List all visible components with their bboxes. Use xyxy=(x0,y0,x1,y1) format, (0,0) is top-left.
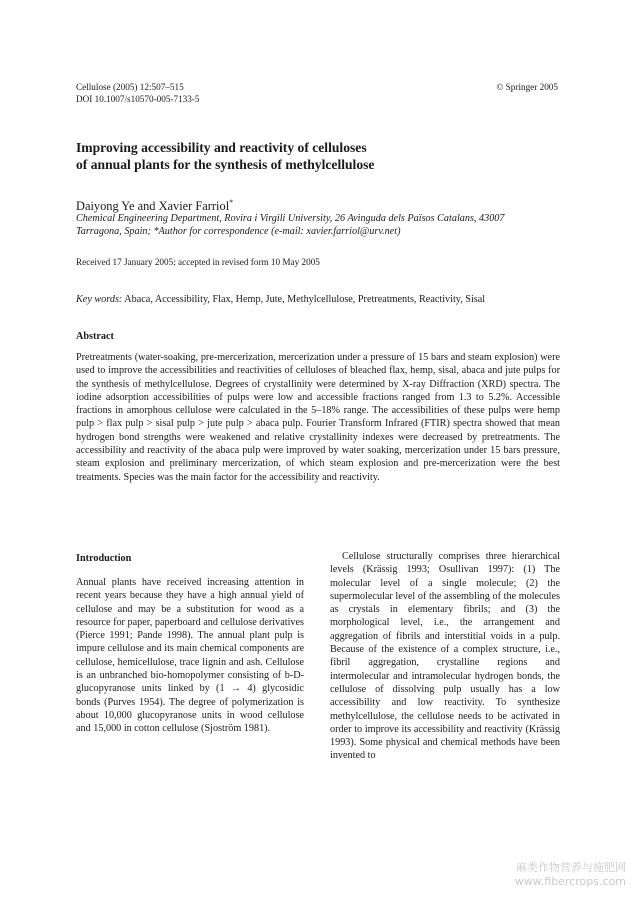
doi-line: DOI 10.1007/s10570-005-7133-5 xyxy=(76,93,200,104)
keywords-list: Abaca, Accessibility, Flax, Hemp, Jute, Methylcellulose, Pretreatments, Reactivity, Sisal xyxy=(124,294,486,305)
keywords xyxy=(76,293,566,306)
article-title xyxy=(76,139,566,173)
copyright-notice: © Springer 2005 xyxy=(496,82,558,92)
journal-citation xyxy=(76,82,200,105)
affiliation xyxy=(76,212,566,238)
introduction-heading: Introduction xyxy=(76,553,132,564)
abstract-heading: Abstract xyxy=(76,331,114,342)
watermark-line-2: www.fibercrops.com xyxy=(514,875,626,888)
affiliation-line-2: Tarragona, Spain; *Author for correspondence (e-mail: xavier.farriol@urv.net) xyxy=(76,226,401,238)
journal-line: Cellulose (2005) 12:507–515 xyxy=(76,82,184,92)
watermark-line-1: 麻类作物营养与施肥网 xyxy=(516,861,626,874)
received-dates: Received 17 January 2005; accepted in revised form 10 May 2005 xyxy=(76,257,320,267)
introduction-right-column: Cellulose structurally comprises three hierarchical levels (Krässig 1993; Osullivan 1997): (1) The molecular level of a single molecule; (2) the supermolecular level of the assembling of the molecules as crystals in elementary fibrils; and (3) the morphological level, i.e., the arrangement and aggregation of fibrils and interstitial voids in a pulp. Because of the existence of a complex structure, i.e., fibril aggregation, crystalline regions and intermolecular and intramolecular hydrogen bonds, the cellulose of dissolving pulp usually has a low accessibility and low reactivity. To synthesize methylcellulose, the cellulose needs to be activated in order to improve its accessibility and reactivity (Krässig 1993). Some physical and chemical methods have been invented to xyxy=(330,551,560,762)
corresponding-author-mark: * xyxy=(229,198,234,207)
title-line-1: Improving accessibility and reactivity of celluloses xyxy=(76,140,367,155)
author-names: Daiyong Ye and Xavier Farriol xyxy=(76,199,230,214)
abstract-text: Pretreatments (water-soaking, pre-mercerization, mercerization under a pressure of 15 bars and steam explosion) were used to improve the accessibilities and reactivities of celluloses of bleached flax, hemp, sisal, abaca and jute pulps for the synthesis of methylcellulose. Degrees of crystallinity were determined by X-ray Diffraction (XRD) spectra. The iodine adsorption accessibilities of pulps were low and accessible fractions ranged from 1.3 to 5.2%. Accessible fractions in amorphous cellulose were calculated in the 5–18% range. The accessibilities of these pulps were hemp pulp > flax pulp > sisal pulp > jute pulp > abaca pulp. Fourier Transform Infrared (FTIR) spectra showed that mean hydrogen bond strengths were weakened and relative crystallinity indexes were decreased by pretreatments. The accessibility and reactivity of the abaca pulp were improved by water soaking, mercerization under 15 bars pressure, steam explosion and preliminary mercerization, of which steam explosion and pre-mercerization were the best treatments. Species was the main factor for the accessibility and reactivity. xyxy=(76,352,560,483)
keywords-label: Key words: xyxy=(76,294,123,305)
affiliation-line-1: Chemical Engineering Department, Rovira i Virgili University, 26 Avinguda dels Països Catalans, 43007 xyxy=(76,213,505,224)
site-watermark xyxy=(515,861,626,889)
title-line-2: of annual plants for the synthesis of methylcellulose xyxy=(76,157,375,172)
introduction-left-column: Annual plants have received increasing attention in recent years because they have a high annual yield of cellulose and may be a substitution for wood as a resource for paper, paperboard and cellulose derivatives (Pierce 1991; Pande 1998). The annual plant pulp is impure cellulose and its main chemical components are cellulose, hemicellulose, trace lignin and ash. Cellulose is an unbranched bio-homopolymer consisting of b-D-glucopyranose units linked by (1 → 4) glycosidic bonds (Purves 1954). The degree of polymerization is about 10,000 glucopyranose units in wood cellulose and 15,000 in cotton cellulose (Sjostrӧm 1981). xyxy=(76,577,304,735)
